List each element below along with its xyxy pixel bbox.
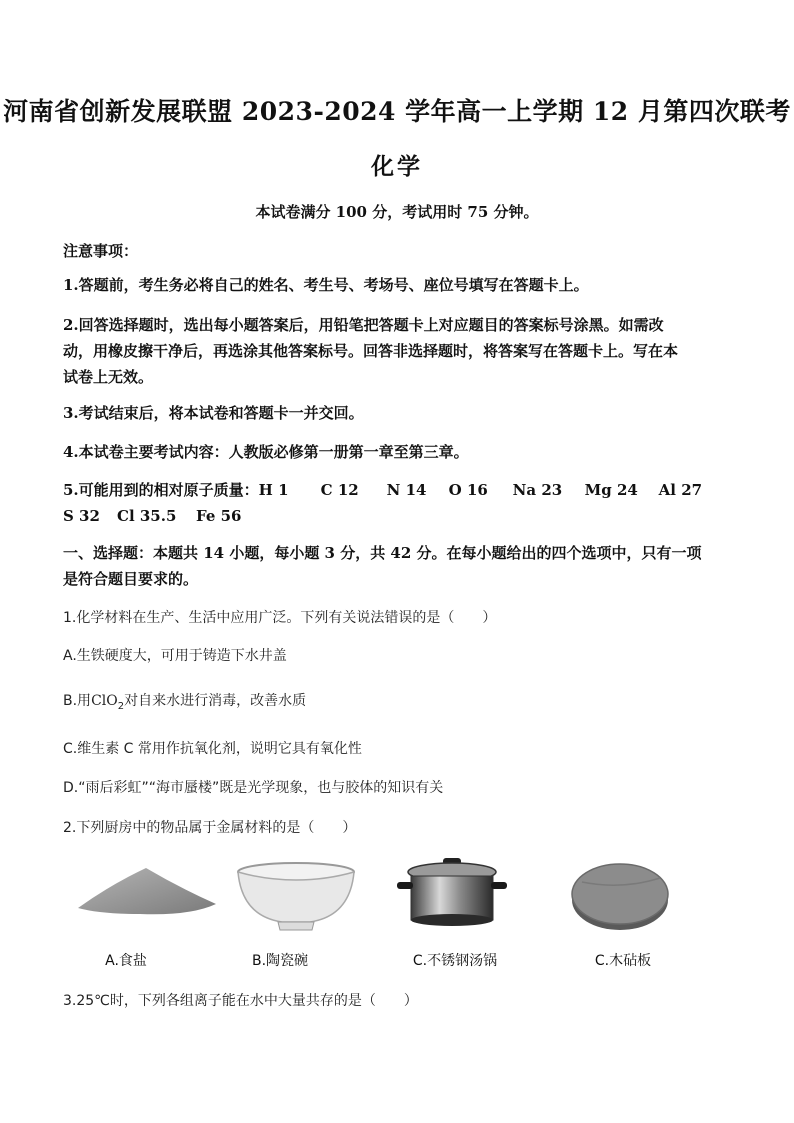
option-b-prefix: B.用 xyxy=(63,693,92,709)
question-3-stem: 3.25℃时，下列各组离子能在水中大量共存的是（ ） xyxy=(63,993,418,1009)
notice-heading: 注意事项： xyxy=(63,242,139,260)
stainless-pot-image xyxy=(377,852,527,932)
atomic-mass-row-1 xyxy=(63,477,743,504)
notice-item-3: 3.考试结束后，将本试卷和答题卡一并交回。 xyxy=(63,404,364,422)
notice-item-2-line-3: 试卷上无效。 xyxy=(63,368,154,386)
option-b-text: 对自来水进行消毒，改善水质 xyxy=(124,693,307,709)
salt-image xyxy=(70,860,220,940)
notice-item-1: 1.答题前，考生务必将自己的姓名、考生号、考场号、座位号填写在答题卡上。 xyxy=(63,276,589,294)
exam-title: 河南省创新发展联盟 2023-2024 学年高一上学期 12 月第四次联考 xyxy=(3,97,791,126)
chlorine-dioxide-formula: ClO xyxy=(91,693,118,709)
question-2-option-c: C.不锈钢汤锅 xyxy=(412,953,498,969)
question-1-option-c: C.维生素 C 常用作抗氧化剂，说明它具有氧化性 xyxy=(63,741,362,757)
atomic-mass-n: N 14 xyxy=(386,481,427,499)
subject-title: 化学 xyxy=(371,153,423,180)
question-1-option-a: A.生铁硬度大，可用于铸造下水井盖 xyxy=(63,648,287,664)
question-1-option-b xyxy=(63,690,743,712)
atomic-mass-h: H 1 xyxy=(258,481,289,499)
question-2-option-d: C.木砧板 xyxy=(594,953,652,969)
section-1-line-1: 一、选择题：本题共 14 小题，每小题 3 分，共 42 分。在每小题给出的四个选项中，只有一项 xyxy=(63,544,702,562)
ceramic-bowl-image xyxy=(222,858,372,938)
atomic-mass-row-2 xyxy=(63,503,743,530)
question-2-stem: 2.下列厨房中的物品属于金属材料的是（ ） xyxy=(63,820,357,836)
atomic-mass-na: Na 23 xyxy=(512,481,563,499)
atomic-mass-prefix: 5.可能用到的相对原子质量： xyxy=(63,481,259,499)
score-note: 本试卷满分 100 分，考试用时 75 分钟。 xyxy=(255,203,539,221)
chopping-board-image xyxy=(552,852,702,932)
formula-subscript: 2 xyxy=(117,700,125,712)
question-1-stem: 1.化学材料在生产、生活中应用广泛。下列有关说法错误的是（ ） xyxy=(63,610,497,626)
section-1-line-2: 是符合题目要求的。 xyxy=(63,570,199,588)
atomic-mass-fe: Fe 56 xyxy=(196,507,242,525)
question-2-option-b: B.陶瓷碗 xyxy=(251,953,309,969)
notice-item-2-line-2: 动，用橡皮擦干净后，再选涂其他答案标号。回答非选择题时，将答案写在答题卡上。写在本 xyxy=(63,342,679,360)
atomic-mass-al: Al 27 xyxy=(658,481,703,499)
notice-item-2-line-1: 2.回答选择题时，选出每小题答案后，用铅笔把答题卡上对应题目的答案标号涂黑。如需改 xyxy=(63,316,664,334)
atomic-mass-c: C 12 xyxy=(320,481,359,499)
question-2-option-a: A.食盐 xyxy=(105,953,147,969)
notice-item-4: 4.本试卷主要考试内容：人教版必修第一册第一章至第三章。 xyxy=(63,443,469,461)
atomic-mass-mg: Mg 24 xyxy=(584,481,638,499)
atomic-mass-o: O 16 xyxy=(448,481,488,499)
atomic-mass-cl: Cl 35.5 xyxy=(117,507,177,525)
atomic-mass-s: S 32 xyxy=(63,507,100,525)
question-1-option-d: D.“雨后彩虹”“海市蜃楼”既是光学现象，也与胶体的知识有关 xyxy=(63,780,444,796)
